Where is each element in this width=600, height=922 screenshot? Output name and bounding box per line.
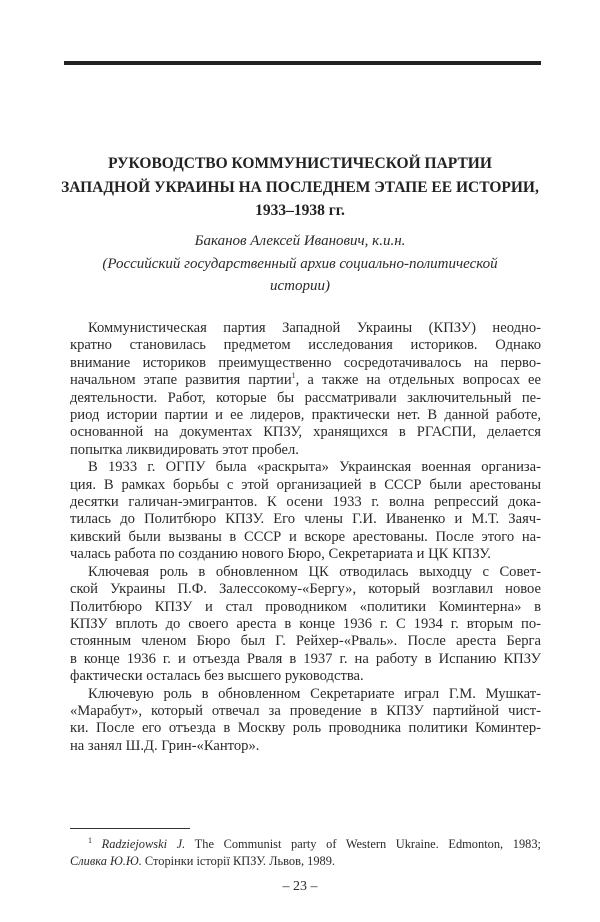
text-line: Ключевая роль в обновленном ЦК отводилась выходцу с Совет- — [88, 563, 541, 580]
text-line: десятки галичан-эмигрантов. К осени 1933 г. волна репрессий дока- — [70, 494, 541, 511]
text-line: В 1933 г. ОГПУ была «раскрыта» Украинская военная организа- — [88, 459, 541, 476]
text-line: тилась до Политбюро КПЗУ. Его члены Г.И. Иваненко и М.Т. Заяч- — [70, 511, 541, 528]
footnote-rule — [70, 828, 190, 829]
text-line: ция. В рамках борьбы с этой организацией в СССР были арестованы — [70, 476, 541, 493]
text-line: деятельности. Работ, которые бы рассматривали заключительный пе- — [70, 389, 541, 406]
page-number: – 23 – — [282, 879, 318, 894]
footnote-text: Сторінки історії КПЗУ. Львов, 1989. — [141, 854, 336, 868]
paragraph — [70, 564, 541, 686]
text-line: внимание историков преимущественно сосредотачивалось на перво- — [70, 354, 541, 371]
footnote-ref[interactable]: 1 — [291, 371, 296, 381]
article-title — [60, 152, 540, 223]
text-line: кивский были вызваны в СССР и вскоре арестованы. После этого на- — [70, 528, 541, 545]
title-line: РУКОВОДСТВО КОММУНИСТИЧЕСКОЙ ПАРТИИ — [108, 155, 492, 172]
text-line: в конце 1936 г. и отъезда Рваля в 1937 г. на работу в Испанию КПЗУ — [70, 650, 541, 667]
text-line: кратно становилась предметом исследования историков. Однако — [70, 337, 541, 354]
text-line: Политбюро КПЗУ и стал проводником «политики Коминтерна» в — [70, 598, 541, 615]
footnote-author: Сливка Ю.Ю. — [70, 854, 142, 868]
title-line: ЗАПАДНОЙ УКРАИНЫ НА ПОСЛЕДНЕМ ЭТАПЕ ЕЕ ИСТОРИИ, — [61, 178, 539, 196]
text-line: риод истории партии и ее лидеров, практически нет. В данной работе, — [70, 407, 541, 424]
footnote-line — [70, 836, 541, 853]
footnote-author: Radziejowski J. — [101, 837, 186, 851]
text-line: «Марабут», который отвечал за проведение в КПЗУ партийной чист- — [70, 702, 541, 719]
footnote-text: The Communist party of Western Ukraine. Edmonton, 1983; — [185, 837, 541, 851]
paragraph — [70, 459, 541, 563]
paragraph — [70, 320, 541, 459]
text-line: Коммунистическая партия Западной Украины (КПЗУ) неодно- — [88, 320, 541, 336]
text-span: начальном этапе развития партии — [70, 372, 292, 389]
text-line: Ключевую роль в обновленном Секретариате играл Г.М. Мушкат- — [88, 685, 541, 702]
text-line: стоянным членом Бюро был Г. Рейхер-«Рваль». После ареста Берга — [70, 633, 541, 650]
text-line: основанной на документах КПЗУ, хранящихся в РГАСПИ, делается — [70, 424, 541, 441]
text-line: ки. После его отъезда в Москву роль проводника политики Коминтер- — [70, 720, 541, 737]
title-line: 1933–1938 гг. — [255, 202, 345, 219]
text-line: ской Украины П.Ф. Залессокому-«Бергу», который возглавил новое — [70, 581, 541, 598]
text-span: , а также на отдельных вопросах ее — [295, 372, 541, 389]
text-line — [70, 372, 541, 389]
footnote-number: 1 — [88, 835, 92, 845]
author-name: Баканов Алексей Иванович, к.и.н. — [194, 233, 406, 249]
article-body — [70, 320, 541, 755]
text-line: КПЗУ вплоть до своего ареста в конце 1936 г. С 1934 г. вторым по- — [70, 615, 541, 632]
text-line: на занял Ш.Д. Грин-«Кантор». — [70, 737, 260, 754]
text-line: фактически осталась без высшего руководства. — [70, 668, 364, 685]
paragraph — [70, 686, 541, 756]
footnote-line — [70, 853, 541, 870]
footnote — [70, 836, 541, 870]
text-line: чалась работа по созданию нового Бюро, Секретариата и ЦК КПЗУ. — [70, 546, 491, 563]
text-line: попытка ликвидировать этот пробел. — [70, 441, 299, 458]
top-rule — [64, 61, 541, 65]
author-affiliation: (Российский государственный архив социально-политической — [102, 255, 498, 272]
author-affiliation: истории) — [270, 278, 330, 294]
author-block — [60, 230, 540, 298]
